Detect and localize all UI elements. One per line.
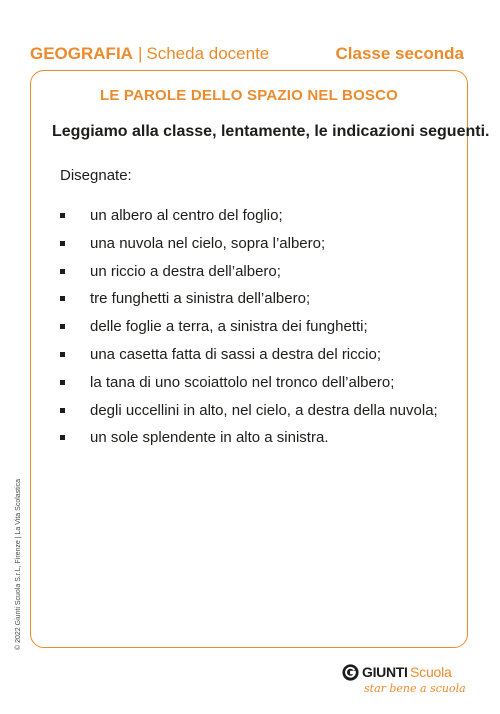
list-item bbox=[60, 317, 460, 345]
list-item-text: una nuvola nel cielo, sopra l’albero; bbox=[90, 234, 326, 252]
list-item bbox=[60, 289, 460, 317]
header-left bbox=[30, 44, 269, 64]
giunti-scuola-logo bbox=[342, 664, 466, 698]
list-item-text: tre funghetti a sinistra dell’albero; bbox=[90, 290, 311, 308]
page-header bbox=[0, 0, 500, 70]
list-item-text: un sole splendente in alto a sinistra. bbox=[90, 429, 329, 447]
list-item bbox=[60, 206, 460, 234]
list-item-text: un albero al centro del foglio; bbox=[90, 207, 283, 224]
list-item-text: delle foglie a terra, a sinistra dei funghetti; bbox=[90, 318, 368, 336]
logo-tagline: star bene a scuola bbox=[364, 682, 466, 695]
list-item-text: degli uccellini in alto, nel cielo, a destra della nuvola; bbox=[90, 401, 438, 419]
bullet-icon bbox=[60, 380, 65, 385]
list-item bbox=[60, 345, 460, 373]
class-level-label: Classe seconda bbox=[335, 44, 464, 63]
logo-brand-giunti: GIUNTI bbox=[362, 664, 408, 680]
logo-brand-scuola: Scuola bbox=[410, 664, 452, 680]
header-separator: | bbox=[137, 44, 143, 63]
list-item bbox=[60, 234, 460, 262]
giunti-logo-icon bbox=[342, 664, 359, 681]
instruction-list bbox=[60, 206, 460, 456]
doc-type-label: Scheda docente bbox=[146, 44, 270, 63]
lead-text: Disegnate: bbox=[60, 167, 132, 184]
bullet-icon bbox=[60, 241, 65, 246]
intro-text: Leggiamo alla classe, lentamente, le indicazioni seguenti. bbox=[52, 123, 490, 140]
bullet-icon bbox=[60, 435, 65, 440]
list-item bbox=[60, 373, 460, 401]
bullet-icon bbox=[60, 296, 65, 301]
subject-label: GEOGRAFIA bbox=[30, 44, 133, 63]
copyright-notice: © 2022 Giunti Scuola S.r.L, Firenze | La Vita Scolastica bbox=[15, 478, 22, 650]
list-item bbox=[60, 262, 460, 290]
list-item-text: una casetta fatta di sassi a destra del riccio; bbox=[90, 345, 381, 363]
bullet-icon bbox=[60, 324, 65, 329]
list-item-text: un riccio a destra dell’albero; bbox=[90, 262, 281, 280]
bullet-icon bbox=[60, 408, 65, 413]
page-title: LE PAROLE DELLO SPAZIO NEL BOSCO bbox=[99, 87, 399, 104]
bullet-icon bbox=[60, 213, 65, 218]
list-item bbox=[60, 401, 460, 429]
list-item-text: la tana di uno scoiattolo nel tronco dell’albero; bbox=[90, 373, 395, 391]
bullet-icon bbox=[60, 269, 65, 274]
bullet-icon bbox=[60, 352, 65, 357]
list-item bbox=[60, 428, 460, 456]
